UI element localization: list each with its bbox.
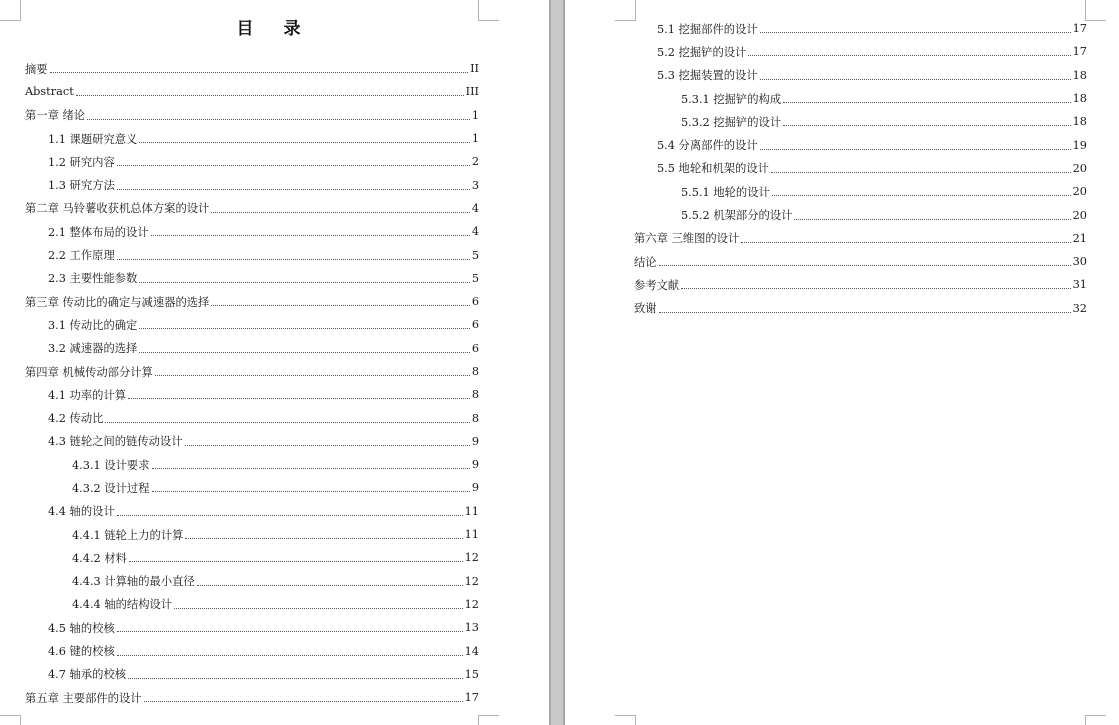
toc-entry-label: 第五章 主要部件的设计 (25, 691, 142, 705)
toc-entry-page-number: 6 (471, 295, 479, 309)
toc-entry-page-number: 4 (471, 201, 479, 215)
toc-entry-label: 4.5 轴的校核 (48, 621, 115, 635)
toc-entry-label: 致谢 (634, 302, 657, 316)
toc-entry[interactable] (25, 150, 479, 173)
dot-leader (139, 142, 469, 143)
crop-mark-bottom-right (478, 715, 499, 725)
toc-entry-page-number: 4 (471, 225, 479, 239)
toc-entry-label: 第三章 传动比的确定与减速器的选择 (25, 295, 210, 309)
toc-entry[interactable] (634, 250, 1087, 273)
toc-entry[interactable] (25, 406, 479, 429)
toc-entry[interactable] (634, 180, 1087, 203)
dot-leader (144, 701, 463, 702)
dot-leader (139, 352, 469, 353)
toc-entry-label: 4.2 传动比 (48, 412, 104, 426)
toc-entry-page-number: II (470, 62, 479, 76)
toc-entry-page-number: 18 (1072, 92, 1087, 106)
toc-entry[interactable] (25, 430, 479, 453)
toc-entry[interactable] (634, 17, 1087, 40)
dot-leader (794, 219, 1070, 220)
toc-entry[interactable] (25, 593, 479, 616)
toc-entry-label: 第二章 马铃薯收获机总体方案的设计 (25, 202, 210, 216)
dot-leader (152, 491, 470, 492)
toc-entry[interactable] (25, 686, 479, 709)
toc-entry[interactable] (25, 80, 479, 103)
toc-entry[interactable] (634, 297, 1087, 320)
toc-entry-label: 3.2 减速器的选择 (48, 342, 138, 356)
dot-leader (681, 288, 1070, 289)
toc-entry-page-number: 5 (471, 271, 479, 285)
dot-leader (139, 282, 469, 283)
toc-entry-page-number: 12 (464, 597, 479, 611)
toc-entry-label: 4.1 功率的计算 (48, 388, 127, 402)
toc-entry-label: 第一章 绪论 (25, 109, 86, 123)
toc-entry-label: 4.3 链轮之间的链传动设计 (48, 435, 183, 449)
toc-entry-page-number: 20 (1072, 161, 1087, 175)
toc-entry-page-number: 11 (464, 528, 479, 542)
toc-entry[interactable] (25, 290, 479, 313)
dot-leader (783, 125, 1071, 126)
toc-entry-page-number: 18 (1072, 115, 1087, 129)
page-gutter (549, 0, 565, 725)
dot-leader (771, 172, 1071, 173)
toc-entry[interactable] (25, 523, 479, 546)
toc-entry-page-number: 19 (1072, 138, 1087, 152)
crop-mark-bottom-right (1085, 715, 1106, 725)
toc-entry[interactable] (25, 476, 479, 499)
toc-entry-page-number: 20 (1072, 208, 1087, 222)
toc-entry[interactable] (634, 227, 1087, 250)
dot-leader (117, 259, 470, 260)
dot-leader (197, 585, 463, 586)
dot-leader (139, 328, 469, 329)
dot-leader (211, 212, 469, 213)
toc-entry-page-number: 31 (1072, 278, 1087, 292)
toc-entry-page-number: 1 (471, 132, 479, 146)
dot-leader (129, 561, 463, 562)
dot-leader (87, 119, 470, 120)
toc-entry-page-number: III (465, 85, 479, 99)
toc-entry-label: 4.4.4 轴的结构设计 (72, 598, 173, 612)
toc-entry-label: 第四章 机械传动部分计算 (25, 365, 153, 379)
toc-entry[interactable] (25, 127, 479, 150)
toc-entry-page-number: 5 (471, 248, 479, 262)
toc-entry[interactable] (25, 220, 479, 243)
toc-title: 目 录 (236, 19, 313, 39)
toc-entry-label: 5.2 挖掘铲的设计 (657, 45, 747, 59)
crop-mark-top-left (615, 0, 636, 21)
toc-entry[interactable] (25, 546, 479, 569)
dot-leader (151, 235, 470, 236)
toc-entry-label: 4.7 轴承的校核 (48, 668, 127, 682)
toc-entry[interactable] (25, 616, 479, 639)
toc-entry-page-number: 18 (1072, 68, 1087, 82)
toc-entry-label: 2.3 主要性能参数 (48, 272, 138, 286)
toc-entry-label: 3.1 传动比的确定 (48, 318, 138, 332)
toc-entry-label: 2.1 整体布局的设计 (48, 225, 149, 239)
dot-leader (128, 678, 463, 679)
toc-entry-page-number: 17 (1072, 45, 1087, 59)
toc-entry-label: 5.3.1 挖掘铲的构成 (681, 92, 782, 106)
toc-entry-page-number: 9 (471, 458, 479, 472)
toc-entry[interactable] (634, 273, 1087, 296)
toc-entry[interactable] (634, 87, 1087, 110)
toc-entry-label: 参考文献 (634, 278, 680, 292)
toc-entry-page-number: 13 (464, 621, 479, 635)
dot-leader (211, 305, 469, 306)
toc-entry-label: 4.6 键的校核 (48, 645, 115, 659)
toc-entry[interactable] (25, 360, 479, 383)
toc-entry[interactable] (25, 104, 479, 127)
dot-leader (105, 422, 469, 423)
toc-entry-label: 1.1 课题研究意义 (48, 132, 138, 146)
dot-leader (748, 55, 1070, 56)
toc-entry-label: Abstract (25, 85, 74, 99)
dot-leader (741, 242, 1070, 243)
dot-leader (76, 95, 464, 96)
dot-leader (117, 631, 463, 632)
toc-entry-label: 4.4.1 链轮上力的计算 (72, 528, 184, 542)
toc-entry[interactable] (25, 57, 479, 80)
toc-entry-label: 1.3 研究方法 (48, 179, 115, 193)
toc-entry[interactable] (634, 64, 1087, 87)
toc-entry-label: 5.5 地轮和机架的设计 (657, 162, 769, 176)
dot-leader (185, 538, 462, 539)
toc-list-right (634, 17, 1087, 320)
toc-entry-page-number: 30 (1072, 255, 1087, 269)
dot-leader (128, 398, 470, 399)
toc-entry-page-number: 9 (471, 434, 479, 448)
toc-entry-label: 4.4.3 计算轴的最小直径 (72, 575, 195, 589)
dot-leader (772, 195, 1071, 196)
dot-leader (760, 149, 1071, 150)
toc-entry[interactable] (25, 383, 479, 406)
dot-leader (185, 445, 470, 446)
toc-entry-label: 2.2 工作原理 (48, 249, 115, 263)
toc-entry[interactable] (25, 197, 479, 220)
toc-entry-page-number: 1 (471, 108, 479, 122)
dot-leader (117, 189, 470, 190)
toc-entry-page-number: 12 (464, 574, 479, 588)
toc-list-left (25, 57, 479, 709)
dot-leader (117, 165, 470, 166)
toc-entry[interactable] (25, 173, 479, 196)
toc-entry-label: 4.4 轴的设计 (48, 505, 115, 519)
dot-leader (117, 655, 463, 656)
dot-leader (760, 79, 1071, 80)
toc-entry-page-number: 15 (464, 667, 479, 681)
dot-leader (659, 312, 1071, 313)
toc-entry-label: 5.3 挖掘装置的设计 (657, 69, 758, 83)
toc-entry-page-number: 17 (1072, 22, 1087, 36)
dot-leader (117, 515, 463, 516)
toc-entry-page-number: 11 (464, 504, 479, 518)
toc-entry[interactable] (25, 663, 479, 686)
toc-entry[interactable] (634, 110, 1087, 133)
toc-entry-label: 5.5.1 地轮的设计 (681, 185, 770, 199)
toc-entry-page-number: 6 (471, 341, 479, 355)
toc-entry-label: 5.5.2 机架部分的设计 (681, 209, 793, 223)
toc-entry[interactable] (25, 337, 479, 360)
toc-entry-label: 结论 (634, 255, 657, 269)
toc-entry-label: 1.2 研究内容 (48, 155, 115, 169)
dot-leader (155, 375, 470, 376)
toc-entry-page-number: 12 (464, 551, 479, 565)
dot-leader (50, 72, 468, 73)
toc-entry-page-number: 6 (471, 318, 479, 332)
toc-entry[interactable] (25, 500, 479, 523)
dot-leader (659, 265, 1071, 266)
crop-mark-bottom-left (615, 715, 636, 725)
toc-entry[interactable] (25, 570, 479, 593)
toc-entry[interactable] (25, 453, 479, 476)
dot-leader (152, 468, 470, 469)
toc-entry-page-number: 21 (1072, 231, 1087, 245)
toc-entry-page-number: 9 (471, 481, 479, 495)
toc-entry-page-number: 8 (471, 365, 479, 378)
dot-leader (174, 608, 463, 609)
toc-entry-label: 5.1 挖掘部件的设计 (657, 22, 758, 36)
dot-leader (783, 102, 1071, 103)
toc-entry-label: 5.3.2 挖掘铲的设计 (681, 115, 782, 129)
toc-entry-page-number: 8 (471, 411, 479, 425)
toc-entry-label: 第六章 三维图的设计 (634, 232, 740, 246)
toc-entry-page-number: 2 (471, 155, 479, 169)
toc-entry-label: 4.3.1 设计要求 (72, 458, 150, 472)
toc-entry[interactable] (25, 243, 479, 266)
toc-entry[interactable] (25, 313, 479, 336)
toc-entry[interactable] (634, 203, 1087, 226)
toc-entry[interactable] (25, 267, 479, 290)
toc-entry[interactable] (634, 40, 1087, 63)
toc-entry-page-number: 32 (1072, 301, 1087, 315)
toc-entry-label: 4.3.2 设计过程 (72, 481, 150, 495)
toc-entry-page-number: 17 (464, 691, 479, 705)
toc-entry-label: 摘要 (25, 62, 48, 76)
toc-entry[interactable] (634, 157, 1087, 180)
toc-entry-page-number: 3 (471, 178, 479, 192)
crop-mark-top-right (1085, 0, 1106, 21)
toc-entry[interactable] (634, 133, 1087, 156)
dot-leader (760, 32, 1071, 33)
crop-mark-bottom-left (0, 715, 21, 725)
toc-entry-label: 5.4 分离部件的设计 (657, 139, 758, 153)
toc-entry[interactable] (25, 639, 479, 662)
toc-entry-page-number: 8 (471, 388, 479, 402)
toc-entry-page-number: 14 (464, 644, 479, 658)
toc-entry-page-number: 20 (1072, 185, 1087, 199)
toc-entry-label: 4.4.2 材料 (72, 551, 127, 565)
